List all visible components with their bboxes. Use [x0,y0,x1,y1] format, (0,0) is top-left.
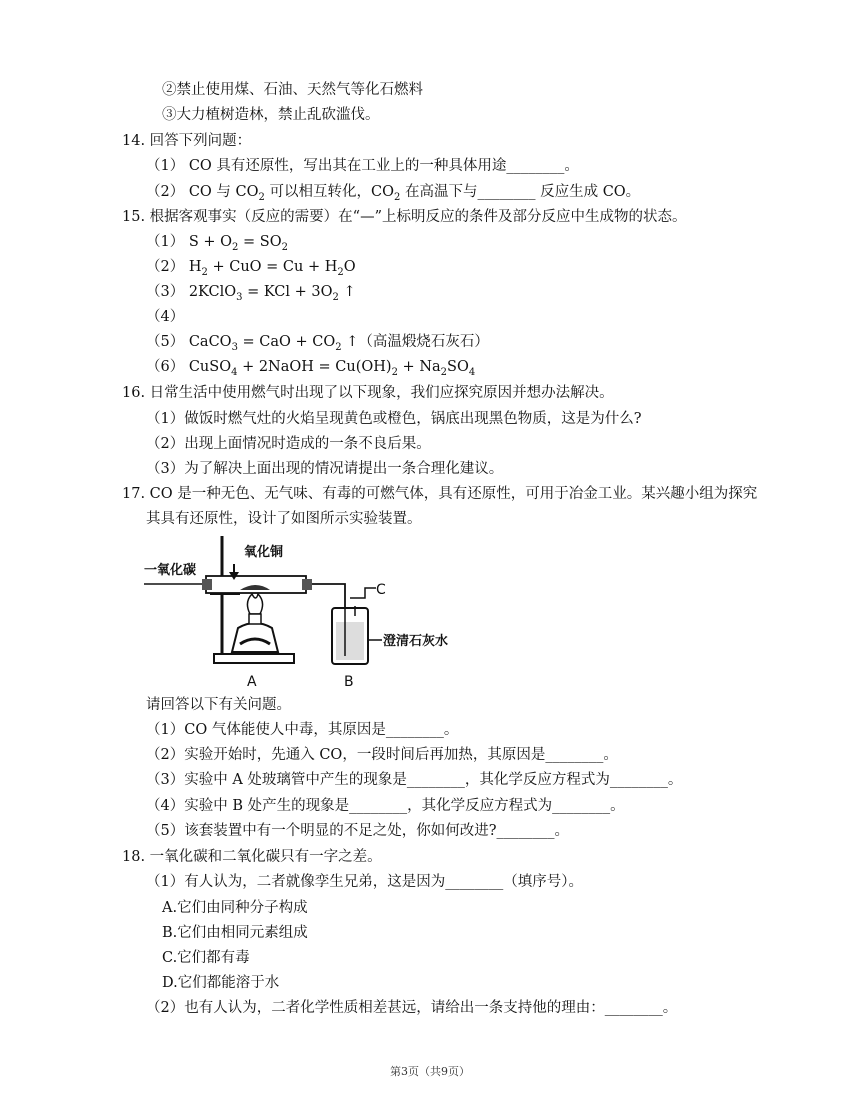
line-text: 17. CO 是一种无色、无气味、有毒的可燃气体，具有还原性，可用于冶金工业。某兴趣小组为探究 [122,486,758,502]
label-copper-oxide: 氧化铜 [244,545,284,560]
label-b: B [344,674,354,690]
line-text: （1）CO 气体能使人中毒，其原因是________。 [146,722,459,738]
line-text: （3）为了解决上面出现的情况请提出一条合理化建议。 [146,461,504,477]
equation-part: ↑ [338,284,356,300]
text-line [146,796,625,816]
experiment-apparatus-figure [140,528,480,693]
text-line [146,357,475,379]
text-line [146,998,677,1018]
line-text: （2）实验开始时，先通入 CO，一段时间后再加热，其原因是________。 [146,747,618,763]
equation-part: （6） CuSO [146,359,232,375]
label-carbon-monoxide: 一氧化碳 [144,563,197,578]
equation-part: 可以相互转化，CO [264,184,394,200]
line-text: （1）有人认为，二者就像孪生兄弟，这是因为________（填序号）。 [146,874,583,890]
text-line [146,745,618,765]
equation-part: = SO [238,234,282,250]
text-line [122,847,382,867]
equation-part: 在高温下与________ 反应生成 CO。 [400,184,641,200]
text-line [146,409,642,429]
text-line [146,695,291,715]
text-line [122,383,614,403]
text-line [146,434,431,454]
line-text: A.它们由同种分子构成 [162,900,308,916]
subscript: 2 [332,292,339,303]
subscript: 3 [236,292,243,303]
subscript: 2 [232,242,239,253]
line-text: （1）做饭时燃气灶的火焰呈现黄色或橙色，锅底出现黑色物质，这是为什么? [146,411,642,427]
equation-part: （5） CaCO [146,334,232,350]
equation-part: （3） 2KClO [146,284,237,300]
label-a: A [247,674,257,690]
text-line [146,307,184,327]
text-line [162,898,308,918]
line-text: C.它们都有毒 [162,950,250,966]
equation-part: SO [447,359,469,375]
text-line [146,720,458,740]
equation-part: ↑（高温煅烧石灰石） [341,334,489,350]
glass-tube [206,576,306,593]
text-line [146,509,422,529]
text-line [146,282,356,304]
text-line [162,105,380,125]
subscript: 2 [201,267,208,278]
equation-part: + CuO = Cu + H [207,259,338,275]
equation-part: = CaO + CO [237,334,336,350]
label-c: C [376,582,386,598]
line-text: （3）实验中 A 处玻璃管中产生的现象是________，其化学反应方程式为________。 [146,772,683,788]
line-text: B.它们由相同元素组成 [162,925,308,941]
line-text: （2）也有人认为，二者化学性质相差甚远，请给出一条支持他的理由：________。 [146,1000,678,1016]
line-text: 16. 日常生活中使用燃气时出现了以下现象，我们应探究原因并想办法解决。 [122,385,614,401]
text-line [122,131,251,151]
text-line [146,156,579,176]
text-line [146,821,569,841]
text-line [146,332,489,354]
equation-part: + 2NaOH = Cu(OH) [237,359,392,375]
line-text: （1） CO 具有还原性，写出其在工业上的一种具体用途________。 [146,158,579,174]
text-line [122,207,687,227]
line-text: 15. 根据客观事实（反应的需要）在“—”上标明反应的条件及部分反应中生成物的状态。 [122,209,687,225]
line-text: ②禁止使用煤、石油、天然气等化石燃料 [162,82,423,98]
subscript: 2 [281,242,288,253]
subscript: 4 [468,367,476,378]
text-line [122,484,757,504]
text-line [146,459,503,479]
flame [247,594,262,614]
text-line [146,770,682,790]
subscript: 2 [337,267,344,278]
text-line [162,923,308,943]
equation-part: + Na [397,359,441,375]
text-line [162,948,250,968]
page-footer: 第3页（共9页） [390,1065,470,1078]
line-text: 其具有还原性，设计了如图所示实验装置。 [146,511,422,527]
line-text: 请回答以下有关问题。 [146,697,291,713]
line-text: D.它们都能溶于水 [162,975,280,991]
line-text: 18. 一氧化碳和二氧化碳只有一字之差。 [122,849,382,865]
line-text: （2）出现上面情况时造成的一条不良后果。 [146,436,431,452]
subscript: 2 [258,192,265,203]
subscript: 2 [394,192,401,203]
subscript: 2 [335,342,342,353]
text-line [146,182,640,204]
stand-base [214,654,294,663]
line-text: 14. 回答下列问题： [122,133,252,149]
text-line [146,257,356,279]
label-limewater: 澄清石灰水 [383,634,449,649]
text-line [146,232,288,254]
equation-part: = KCl + 3O [242,284,333,300]
equation-part: O [343,259,356,275]
text-line [162,973,279,993]
subscript: 2 [440,367,448,378]
line-text: （5）该套装置中有一个明显的不足之处，你如何改进?________。 [146,823,569,839]
subscript: 3 [231,342,238,353]
line-text: （4） [146,309,185,325]
equation-part: （2） CO 与 CO [146,184,259,200]
equation-part: （1） S + O [146,234,233,250]
text-line [146,872,583,892]
line-text: （4）实验中 B 处产生的现象是________，其化学反应方程式为________。 [146,798,625,814]
equation-part: （2） H [146,259,202,275]
subscript: 4 [231,367,238,378]
text-line [162,80,423,100]
line-text: ③大力植树造林，禁止乱砍滥伐。 [162,107,380,123]
subscript: 2 [391,367,398,378]
